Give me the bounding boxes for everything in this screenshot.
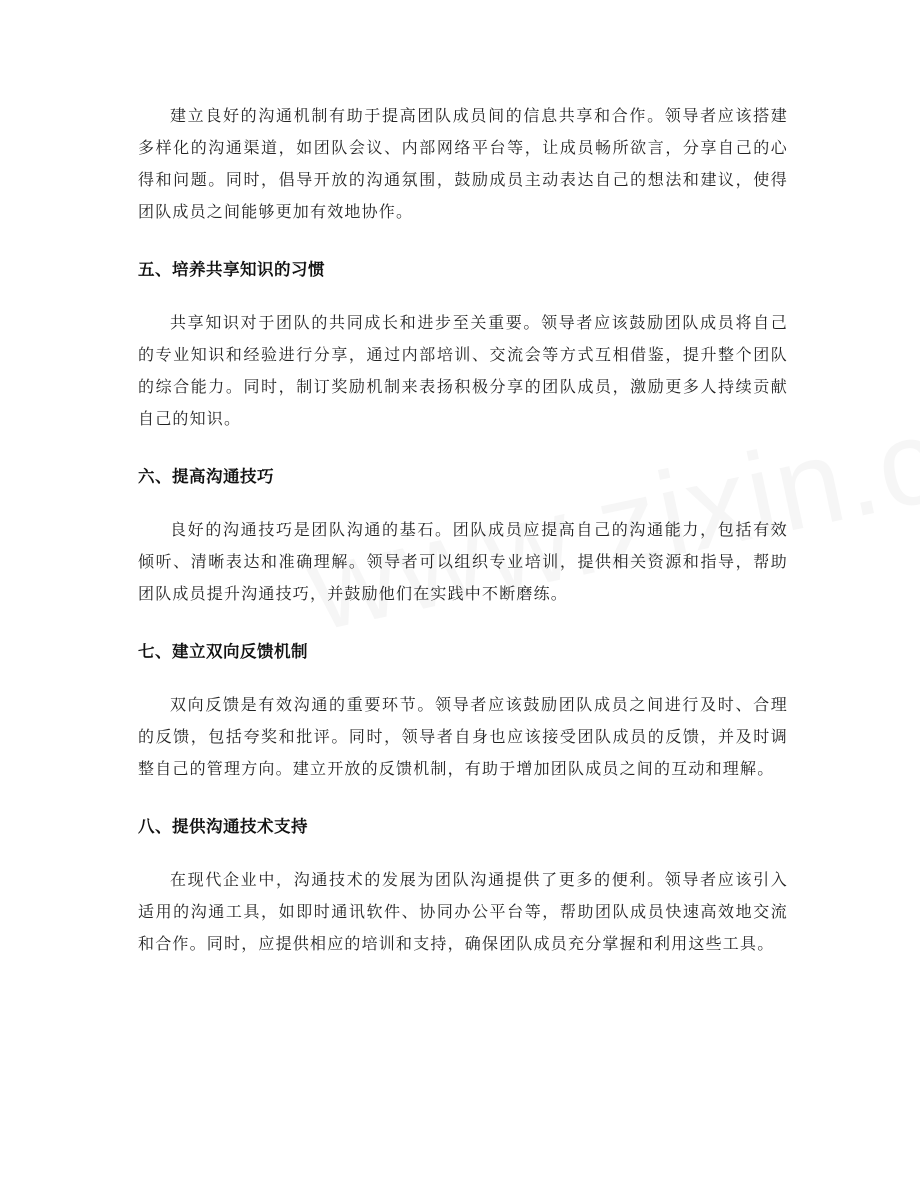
section-paragraph-6: 良好的沟通技巧是团队沟通的基石。团队成员应提高自己的沟通能力，包括有效倾听、清晰表达和准确理解。领导者可以组织专业培训，提供相关资源和指导，帮助团队成员提升沟通技巧，并鼓励他们在实践中不断磨练。 [138,520,788,603]
section-paragraph-7: 双向反馈是有效沟通的重要环节。领导者应该鼓励团队成员之间进行及时、合理的反馈，包括夸奖和批评。同时，领导者自身也应该接受团队成员的反馈，并及时调整自己的管理方向。建立开放的反馈机制，有助于增加团队成员之间的互动和理解。 [138,695,788,778]
section-paragraph-8: 在现代企业中，沟通技术的发展为团队沟通提供了更多的便利。领导者应该引入适用的沟通工具，如即时通讯软件、协同办公平台等，帮助团队成员快速高效地交流和合作。同时，应提供相应的培训和支持，确保团队成员充分掌握和利用这些工具。 [138,870,788,953]
section-heading-5: 五、培养共享知识的习惯 [138,260,325,279]
spacer [138,228,788,254]
spacer [138,785,788,811]
spacer [138,286,788,307]
section-heading-8: 八、提供沟通技术支持 [138,817,308,836]
section-heading-7: 七、建立双向反馈机制 [138,642,308,661]
intro-paragraph: 建立良好的沟通机制有助于提高团队成员间的信息共享和合作。领导者应该搭建多样化的沟通渠道，如团队会议、内部网络平台等，让成员畅所欲言，分享自己的心得和问题。同时，倡导开放的沟通氛围，鼓励成员主动表达自己的想法和建议，使得团队成员之间能够更加有效地协作。 [138,106,788,221]
spacer [138,493,788,514]
section-paragraph-5: 共享知识对于团队的共同成长和进步至关重要。领导者应该鼓励团队成员将自己的专业知识和经验进行分享，通过内部培训、交流会等方式互相借鉴，提升整个团队的综合能力。同时，制订奖励机制来表扬积极分享的团队成员，激励更多人持续贡献自己的知识。 [138,313,788,428]
spacer [138,610,788,636]
document-body [138,100,788,960]
spacer [138,843,788,864]
section-heading-6: 六、提高沟通技巧 [138,467,274,486]
spacer [138,668,788,689]
spacer [138,435,788,461]
